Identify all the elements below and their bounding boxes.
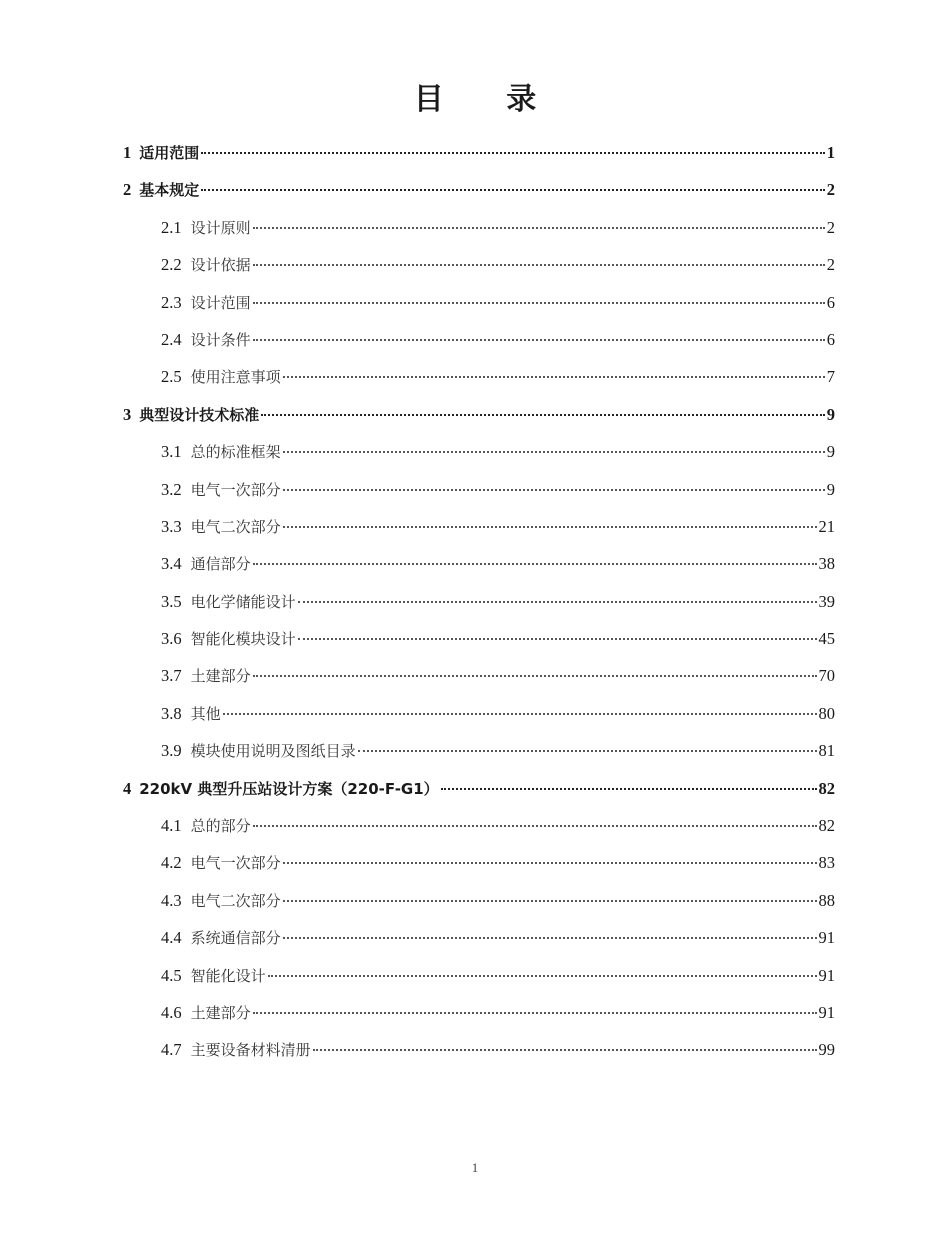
toc-page: 82 — [818, 778, 835, 798]
toc-page: 83 — [818, 853, 835, 873]
toc-title: 总的部分 — [190, 817, 251, 836]
toc-number: 4.7 — [161, 1040, 182, 1060]
toc-page: 39 — [818, 591, 835, 611]
toc-number: 4.1 — [161, 816, 182, 836]
toc-page: 82 — [818, 816, 835, 836]
toc-page: 1 — [826, 143, 835, 162]
toc-entry[interactable] — [123, 475, 835, 512]
dot-leader — [441, 788, 817, 790]
dot-leader — [283, 451, 825, 453]
dot-leader — [283, 937, 817, 939]
toc-page: 91 — [818, 1002, 835, 1022]
toc-entry[interactable] — [123, 175, 835, 212]
toc-title: 电气二次部分 — [190, 891, 281, 910]
dot-leader — [261, 414, 824, 416]
toc-number: 2.3 — [161, 292, 182, 312]
toc-entry[interactable] — [123, 213, 835, 250]
dot-leader — [313, 1049, 817, 1051]
toc-number: 3.5 — [161, 591, 182, 611]
toc-page: 88 — [818, 890, 835, 910]
dot-leader — [253, 825, 817, 827]
toc-number: 3 — [123, 404, 132, 424]
toc-page: 99 — [818, 1040, 835, 1060]
toc-title: 设计原则 — [190, 218, 251, 237]
toc-number: 4.6 — [161, 1002, 182, 1022]
toc-entry[interactable] — [123, 1035, 835, 1072]
page-number: 1 — [471, 1160, 479, 1175]
toc-entry[interactable] — [123, 848, 835, 885]
toc-page: 6 — [826, 329, 835, 349]
toc-number: 3.8 — [161, 703, 182, 723]
toc-entry[interactable] — [123, 250, 835, 287]
toc-title: 主要设备材料清册 — [190, 1041, 311, 1060]
toc-page: 2 — [826, 255, 835, 275]
toc-entry[interactable] — [123, 437, 835, 474]
toc-page: 38 — [818, 554, 835, 574]
toc-entry[interactable] — [123, 774, 835, 811]
toc-entry[interactable] — [123, 325, 835, 362]
toc-title: 智能化设计 — [190, 966, 266, 985]
toc-page: 91 — [818, 965, 835, 985]
toc-entry[interactable] — [123, 624, 835, 661]
toc-page: 80 — [818, 703, 835, 723]
dot-leader — [253, 339, 825, 341]
dot-leader — [253, 675, 817, 677]
toc-entry[interactable] — [123, 138, 835, 175]
toc-entry[interactable] — [123, 811, 835, 848]
toc-title: 土建部分 — [190, 1003, 251, 1022]
dot-leader — [201, 189, 824, 191]
toc-entry[interactable] — [123, 400, 835, 437]
toc-page: 21 — [818, 516, 835, 536]
toc-number: 1 — [123, 143, 132, 162]
toc-entry[interactable] — [123, 587, 835, 624]
dot-leader — [283, 900, 817, 902]
toc-title: 设计依据 — [190, 256, 251, 275]
toc-number: 3.7 — [161, 666, 182, 686]
toc-title: 典型设计技术标准 — [139, 405, 260, 424]
toc-entry[interactable] — [123, 549, 835, 586]
dot-leader — [253, 302, 825, 304]
toc-title: 基本规定 — [139, 181, 200, 200]
toc-number: 4.4 — [161, 928, 182, 948]
toc-page: 81 — [818, 741, 835, 761]
dot-leader — [358, 750, 817, 752]
toc-page: 70 — [818, 666, 835, 686]
toc-number: 3.6 — [161, 629, 182, 649]
toc-page: 9 — [826, 442, 835, 462]
dot-leader — [253, 1012, 817, 1014]
toc-entry[interactable] — [123, 736, 835, 773]
toc-entry[interactable] — [123, 362, 835, 399]
toc-number: 3.2 — [161, 479, 182, 499]
toc-number: 3.9 — [161, 741, 182, 761]
dot-leader — [201, 152, 824, 154]
toc-entry[interactable] — [123, 512, 835, 549]
dot-leader — [298, 601, 817, 603]
toc-title: 电气二次部分 — [190, 517, 281, 536]
toc-number: 2.5 — [161, 367, 182, 387]
toc-page: 45 — [818, 629, 835, 649]
toc-title: 其他 — [190, 704, 221, 723]
toc-entry[interactable] — [123, 998, 835, 1035]
toc-number: 4 — [123, 778, 132, 798]
toc-entry[interactable] — [123, 886, 835, 923]
toc-number: 2.2 — [161, 255, 182, 275]
toc-number: 2.1 — [161, 217, 182, 237]
toc-page: 7 — [826, 367, 835, 387]
toc-page: 2 — [826, 217, 835, 237]
toc-title: 土建部分 — [190, 667, 251, 686]
toc-number: 3.4 — [161, 554, 182, 574]
dot-leader — [223, 713, 817, 715]
toc-title: 通信部分 — [190, 555, 251, 574]
toc-title: 设计范围 — [190, 293, 251, 312]
toc-title: 电气一次部分 — [190, 480, 281, 499]
toc-entry[interactable] — [123, 699, 835, 736]
dot-leader — [253, 264, 825, 266]
toc-number: 3.3 — [161, 516, 182, 536]
toc-number: 4.2 — [161, 853, 182, 873]
dot-leader — [283, 376, 825, 378]
toc-title: 电气一次部分 — [190, 854, 281, 873]
toc-title: 系统通信部分 — [190, 929, 281, 948]
dot-leader — [253, 227, 825, 229]
toc-page: 91 — [818, 928, 835, 948]
toc-title: 智能化模块设计 — [190, 630, 296, 649]
toc-title: 220kV 典型升压站设计方案（220-F-G1） — [139, 779, 439, 798]
dot-leader — [253, 563, 817, 565]
dot-leader — [268, 975, 817, 977]
toc-page: 9 — [826, 404, 835, 424]
dot-leader — [283, 489, 825, 491]
toc-number: 2 — [123, 180, 132, 200]
toc-page: 9 — [826, 479, 835, 499]
toc-number: 4.3 — [161, 890, 182, 910]
toc-entry[interactable] — [123, 961, 835, 998]
toc-title: 电化学储能设计 — [190, 592, 296, 611]
dot-leader — [283, 862, 817, 864]
toc-title: 模块使用说明及图纸目录 — [190, 742, 356, 761]
toc-title: 设计条件 — [190, 330, 251, 349]
toc-number: 3.1 — [161, 442, 182, 462]
toc-page: 6 — [826, 292, 835, 312]
toc-title: 使用注意事项 — [190, 368, 281, 387]
toc-entry[interactable] — [123, 288, 835, 325]
dot-leader — [283, 526, 817, 528]
dot-leader — [298, 638, 817, 640]
toc-number: 4.5 — [161, 965, 182, 985]
toc-entry[interactable] — [123, 661, 835, 698]
toc-title: 适用范围 — [139, 144, 200, 162]
page-title: 目 录 — [413, 82, 563, 117]
table-of-contents — [123, 138, 835, 1073]
toc-entry[interactable] — [123, 923, 835, 960]
toc-page: 2 — [826, 180, 835, 200]
toc-number: 2.4 — [161, 329, 182, 349]
toc-title: 总的标准框架 — [190, 443, 281, 462]
